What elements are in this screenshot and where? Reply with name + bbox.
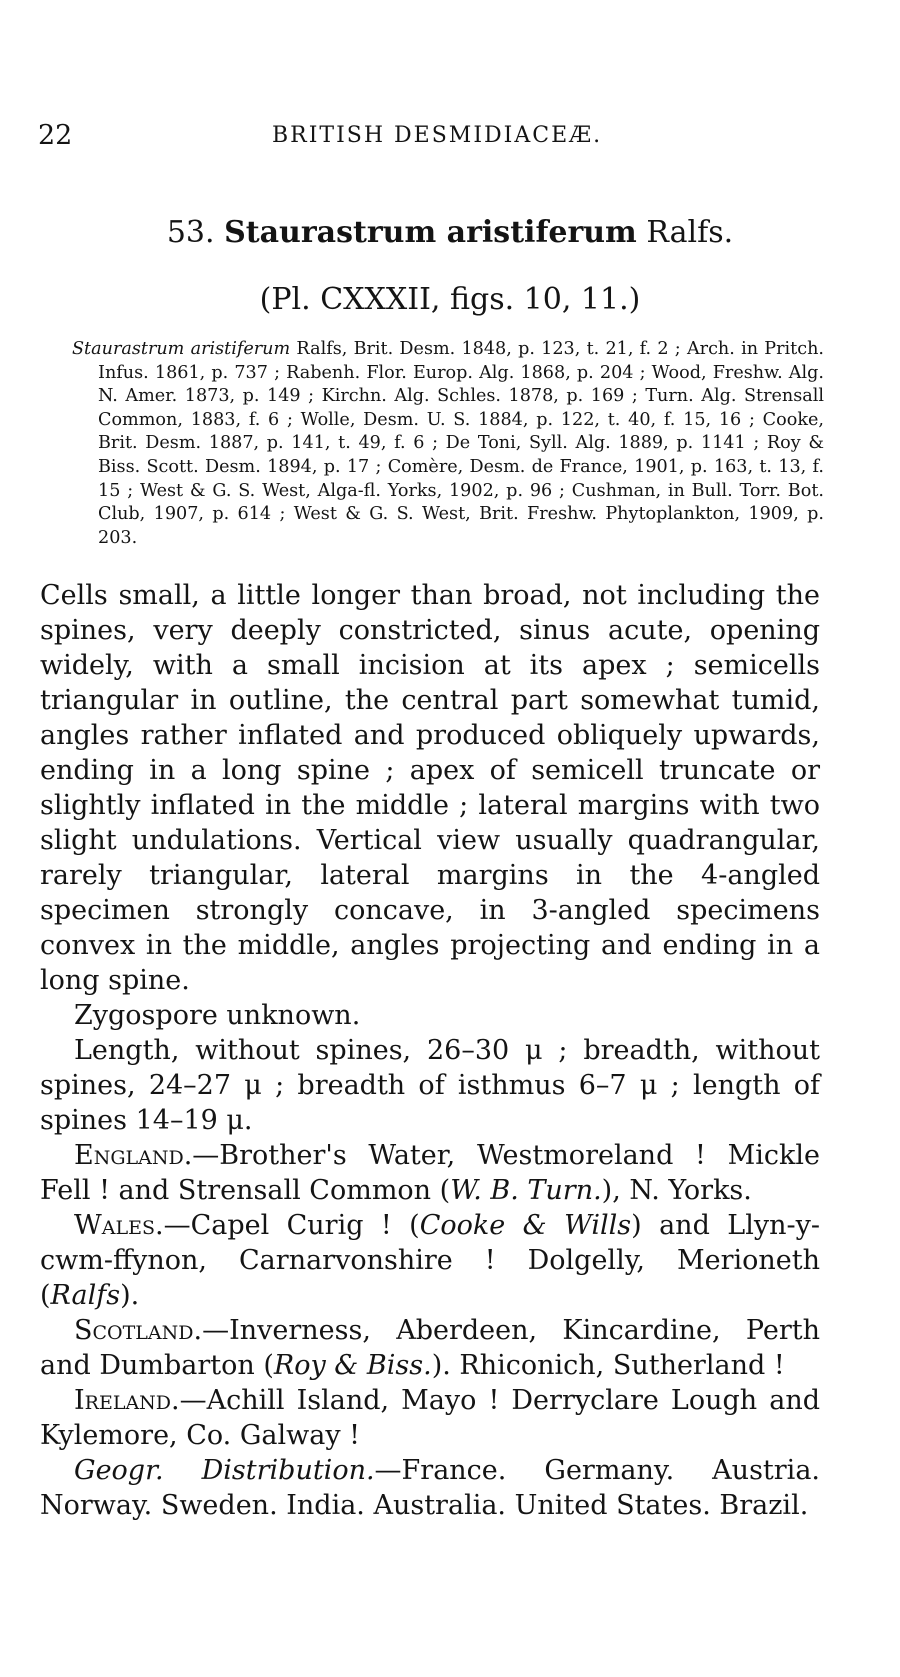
distribution-wales: Wales.—Capel Curig ! (Cooke & Wills) and Llyn-y-cwm-ffynon, Carnarvonshire ! Dolgelly, Merioneth (Ralfs). <box>40 1210 820 1311</box>
distribution-ireland: Ireland.—Achill Island, Mayo ! Derryclare Lough and Kylemore, Co. Galway ! <box>40 1385 820 1451</box>
running-title: BRITISH DESMIDIACEÆ. <box>272 123 603 148</box>
references-lead: Staurastrum aristiferum <box>72 339 291 359</box>
geographic-distribution: Geogr. Distribution.—France. Germany. Austria. Norway. Sweden. India. Australia. United States. Brazil. <box>40 1455 820 1521</box>
species-author: Ralfs. <box>646 215 734 250</box>
distribution-scotland: Scotland.—Inverness, Aberdeen, Kincardine, Perth and Dumbarton (Roy & Biss.). Rhiconich, Sutherland ! <box>40 1315 820 1381</box>
plate-reference: (Pl. CXXXII, figs. 10, 11.) <box>259 282 641 317</box>
region-label: Scotland. <box>74 1315 203 1346</box>
species-description-block <box>40 578 820 1523</box>
region-label: England. <box>74 1140 193 1171</box>
species-name: Staurastrum aristiferum <box>224 215 637 250</box>
distribution-england: England.—Brother's Water, Westmoreland ! Mickle Fell ! and Strensall Common (W. B. Turn.), N. Yorks. <box>40 1140 820 1206</box>
page-number: 22 <box>38 120 73 151</box>
references-text: Ralfs, Brit. Desm. 1848, p. 123, t. 21, f. 2 ; Arch. in Pritch. Infus. 1861, p. 737 ; Rabenh. Flor. Europ. Alg. 1868, p. 204 ; Wood, Freshw. Alg. N. Amer. 1873, p. 149 ; Kirchn. Alg. Schles. 1878, p. 169 ; Turn. Alg. Strensall Common, 1883, f. 6 ; Wolle, Desm. U. S. 1884, p. 122, t. 40, f. 15, 16 ; Cooke, Brit. Desm. 1887, p. 141, t. 49, f. 6 ; De Toni, Syll. Alg. 1889, p. 1141 ; Roy & Biss. Scott. Desm. 1894, p. 17 ; Comère, Desm. de France, 1901, p. 163, t. 13, f. 15 ; West & G. S. West, Alga-fl. Yorks, 1902, p. 96 ; Cushman, in Bull. Torr. Bot. Club, 1907, p. 614 ; West & G. S. West, Brit. Freshw. Phytoplankton, 1909, p. 203. <box>98 339 824 548</box>
region-label: Ireland. <box>74 1385 180 1416</box>
zygospore-note: Zygospore unknown. <box>74 1000 361 1031</box>
measurements-paragraph: Length, without spines, 26–30 μ ; breadth, without spines, 24–27 μ ; breadth of isthmus 6–7 μ ; length of spines 14–19 μ. <box>40 1035 820 1136</box>
species-number: 53. <box>166 215 215 250</box>
synonymy-references <box>72 338 824 550</box>
region-label: Geogr. Distribution. <box>74 1455 375 1486</box>
region-label: Wales. <box>74 1210 164 1241</box>
description-paragraph: Cells small, a little longer than broad, not including the spines, very deeply constricted, sinus acute, opening widely, with a small incision at its apex ; semicells triangular in outline, the central part somewhat tumid, angles rather inflated and produced obliquely upwards, ending in a long spine ; apex of semicell truncate or slightly inflated in the middle ; lateral margins with two slight undulations. Vertical view usually quadrangular, rarely triangular, lateral margins in the 4-angled specimen strongly concave, in 3-angled specimens convex in the middle, angles projecting and ending in a long spine. <box>40 580 820 996</box>
species-heading <box>0 215 900 250</box>
